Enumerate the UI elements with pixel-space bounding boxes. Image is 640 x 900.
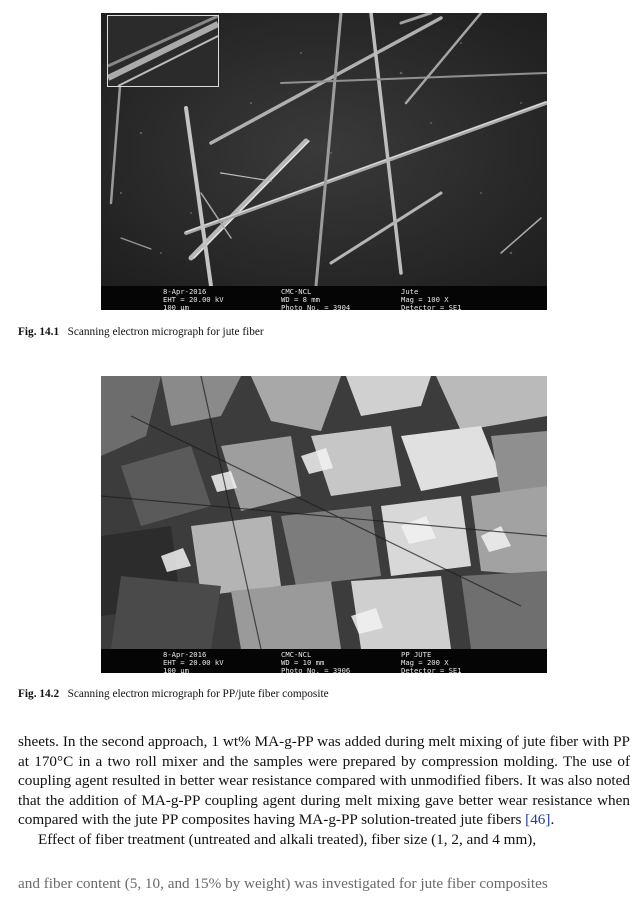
sem-lab: CMC-NCL [281, 650, 312, 659]
figure-caption [18, 688, 329, 700]
sem-eht: EHT = 20.00 kV [163, 658, 224, 667]
sem-scale-label: 100 µm [163, 666, 189, 673]
paragraph [18, 830, 630, 850]
paragraph [18, 732, 630, 830]
sem-wd: WD = 8 mm [281, 295, 320, 304]
paragraph-end: . [550, 811, 555, 828]
sem-detector: Detector = SE1 [401, 666, 462, 673]
sem-sample: Jute [401, 287, 419, 296]
figure-composite-micrograph [101, 376, 547, 673]
citation-link[interactable]: [46] [525, 811, 551, 828]
figure-caption [18, 326, 264, 338]
sem-scale-label: 100 µm [163, 303, 189, 310]
paragraph-text: Effect of fiber treatment (untreated and alkali treated), fiber size (1, 2, and 4 mm), [38, 830, 537, 848]
body-text [18, 732, 630, 849]
cut-off-text: and fiber content (5, 10, and 15% by weight) was investigated for jute fiber composites [18, 875, 548, 892]
sem-lab: CMC-NCL [281, 287, 312, 296]
cut-off-line [18, 874, 630, 894]
sem-info-bar [101, 649, 547, 673]
sem-info-bar [101, 286, 547, 310]
sem-date: 8-Apr-2016 [163, 287, 207, 296]
figure-label: Fig. 14.2 [18, 688, 60, 700]
sem-image-composite [101, 376, 547, 649]
figure-caption-text: Scanning electron micrograph for PP/jute fiber composite [67, 688, 329, 700]
sem-date: 8-Apr-2016 [163, 650, 207, 659]
sem-wd: WD = 10 mm [281, 658, 325, 667]
paragraph-text: sheets. In the second approach, 1 wt% MA-g-PP was added during melt mixing of jute fiber with PP at 170°C in a two roll mixer and the samples were prepared by compression molding. The use of coupling agent resulted in better wear resistance compared with unmodified fibers. It was also noted that the addition of MA-g-PP coupling agent during melt mixing gave better wear resistance when compared with the jute PP composites having MA-g-PP solution-treated jute fibers [18, 733, 630, 828]
sem-sample: PP JUTE [401, 650, 432, 659]
sem-photo-number: Photo No. = 3904 [281, 303, 351, 310]
sem-photo-number: Photo No. = 3906 [281, 666, 351, 673]
sem-eht: EHT = 20.00 kV [163, 295, 224, 304]
figure-caption-text: Scanning electron micrograph for jute fiber [67, 326, 264, 338]
sem-magnification: Mag = 200 X [401, 658, 449, 667]
figure-jute-fiber-micrograph [101, 13, 547, 310]
figure-label: Fig. 14.1 [18, 326, 60, 338]
sem-detector: Detector = SE1 [401, 303, 462, 310]
inset-micrograph [107, 15, 219, 87]
sem-magnification: Mag = 100 X [401, 295, 449, 304]
